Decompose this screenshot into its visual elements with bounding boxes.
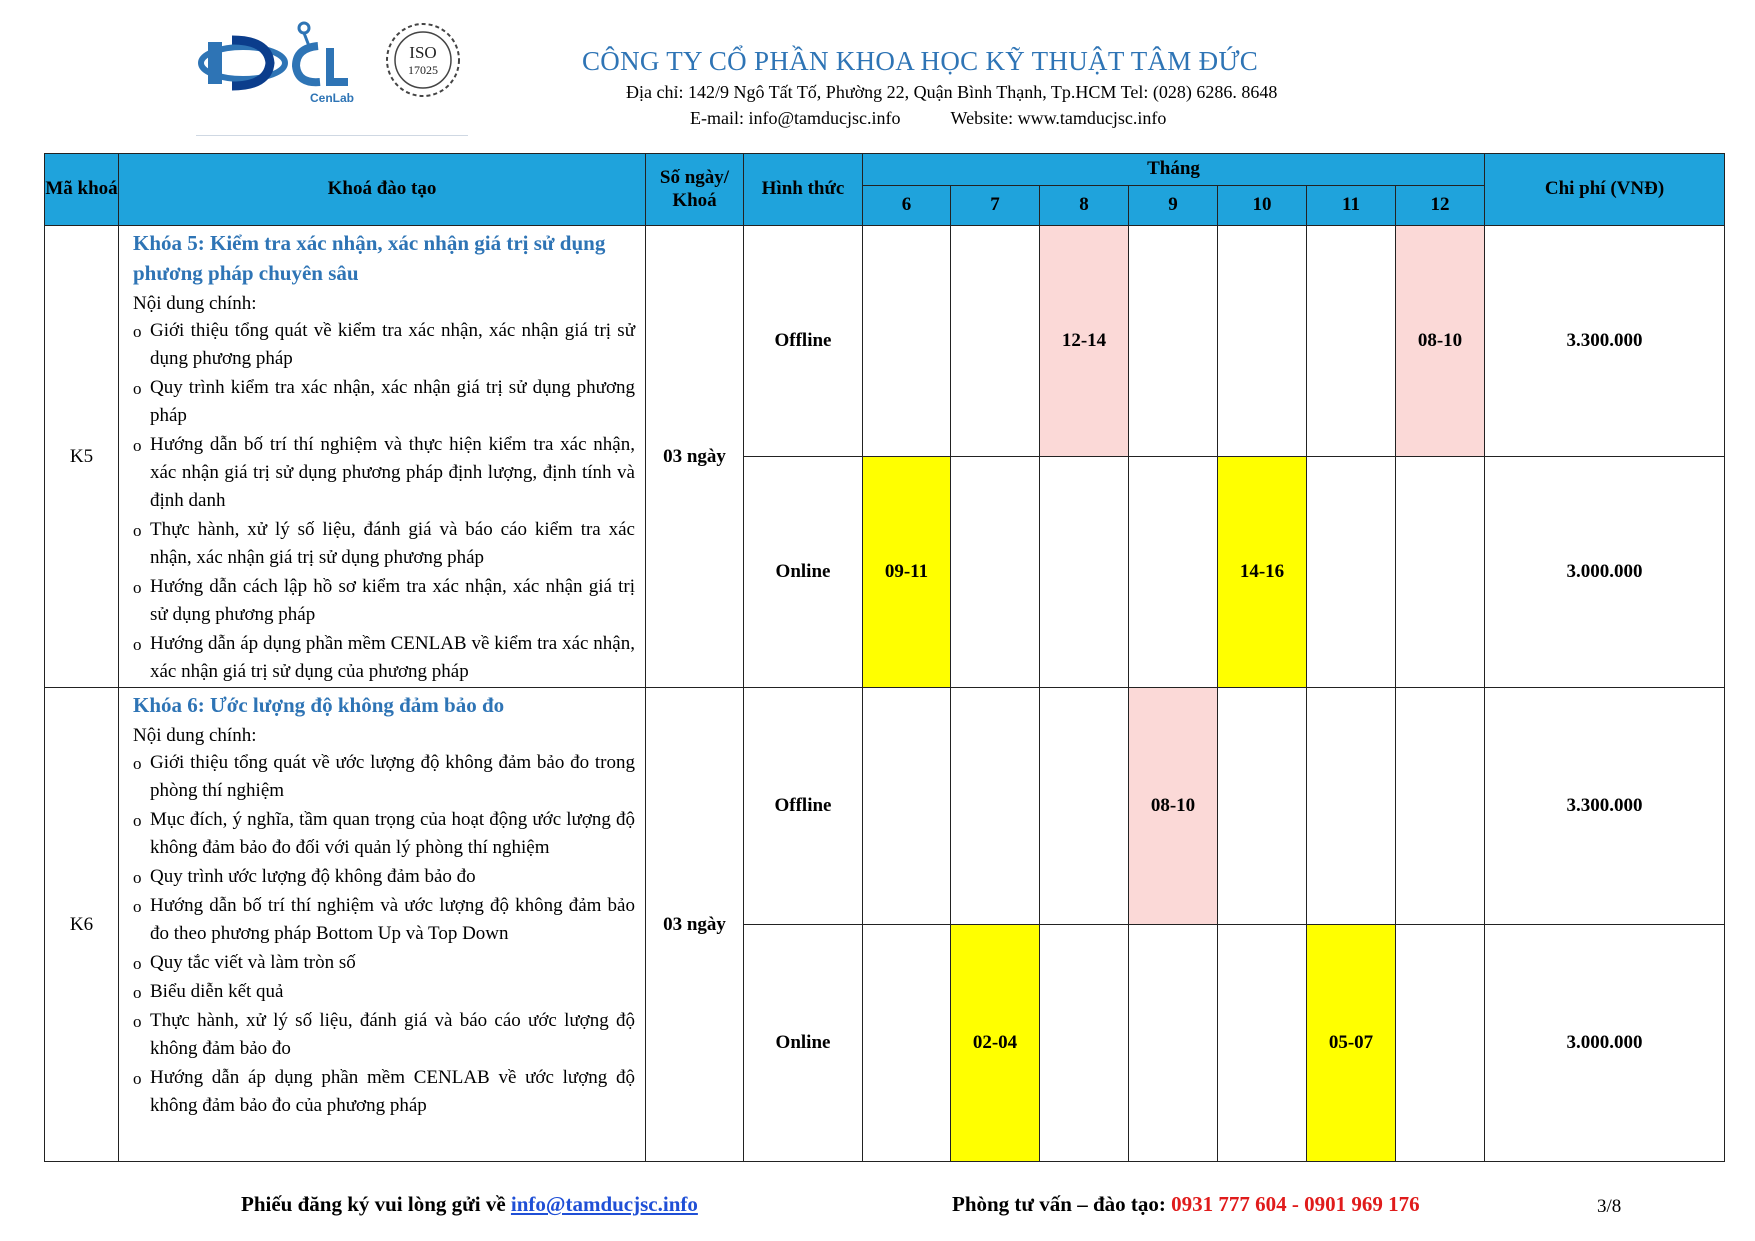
header-month-12: 12	[1396, 186, 1485, 226]
schedule-cell-month-9	[1129, 457, 1218, 688]
logo-divider	[196, 135, 468, 136]
list-item-text: Giới thiệu tổng quát về ước lượng độ không đảm bảo đo trong phòng thí nghiệm	[150, 752, 635, 802]
list-item	[133, 630, 635, 686]
bullet-icon: o	[133, 954, 142, 974]
list-item-text: Quy trình kiểm tra xác nhận, xác nhận giá trị sử dụng phương pháp	[150, 377, 635, 427]
schedule-cell-month-6: 09-11	[863, 457, 951, 688]
svg-text:CenLab: CenLab	[310, 91, 355, 105]
course-format: Offline	[744, 226, 863, 457]
schedule-cell-month-7: 02-04	[951, 925, 1040, 1162]
bullet-icon: o	[133, 379, 142, 399]
list-item	[133, 516, 635, 572]
list-item-text: Hướng dẫn bố trí thí nghiệm và ước lượng độ không đảm bảo đo theo phương pháp Bottom Up và Top Down	[150, 895, 635, 945]
schedule-cell-month-8: 12-14	[1040, 226, 1129, 457]
list-item	[133, 863, 635, 891]
page-number: 3/8	[1597, 1196, 1622, 1217]
list-item-text: Giới thiệu tổng quát về kiểm tra xác nhận, xác nhận giá trị sử dụng phương pháp	[150, 320, 635, 370]
company-contact	[690, 108, 1166, 129]
list-item-text: Thực hành, xử lý số liệu, đánh giá và báo cáo ước lượng độ không đảm bảo đo	[150, 1010, 635, 1060]
header-month-8: 8	[1040, 186, 1129, 226]
schedule-cell-month-12	[1396, 688, 1485, 925]
list-item-text: Mục đích, ý nghĩa, tầm quan trọng của hoạt động ước lượng độ không đảm bảo đo đối với quản lý phòng thí nghiệm	[150, 809, 635, 859]
company-email: E-mail: info@tamducjsc.info	[690, 108, 901, 128]
header-row	[45, 154, 1725, 186]
company-name: CÔNG TY CỔ PHẦN KHOA HỌC KỸ THUẬT TÂM ĐỨC	[581, 46, 1259, 76]
list-item	[133, 1064, 635, 1120]
schedule-cell-month-9: 08-10	[1129, 688, 1218, 925]
course-description	[119, 226, 646, 688]
course-format: Offline	[744, 688, 863, 925]
course-format: Online	[744, 925, 863, 1162]
header-month-group: Tháng	[863, 154, 1485, 186]
list-item	[133, 892, 635, 948]
schedule-cell-month-12	[1396, 925, 1485, 1162]
list-item-text: Biểu diễn kết quả	[150, 981, 284, 1003]
course-code: K5	[45, 226, 119, 688]
course-row	[45, 226, 1725, 457]
register-text: Phiếu đăng ký vui lòng gửi về	[241, 1192, 511, 1216]
company-logo	[198, 18, 468, 108]
list-item-text: Hướng dẫn áp dụng phần mềm CENLAB về kiểm tra xác nhận, xác nhận giá trị sử dụng của phương pháp	[150, 633, 635, 683]
header-course: Khoá đào tạo	[119, 154, 646, 226]
course-fee: 3.300.000	[1485, 688, 1725, 925]
bullet-icon: o	[133, 1012, 142, 1032]
bullet-icon: o	[133, 868, 142, 888]
schedule-cell-month-11: 05-07	[1307, 925, 1396, 1162]
schedule-cell-month-10	[1218, 925, 1307, 1162]
company-address: Địa chỉ: 142/9 Ngô Tất Tố, Phường 22, Quận Bình Thạnh, Tp.HCM Tel: (028) 6286. 8648	[626, 82, 1278, 102]
list-item-text: Thực hành, xử lý số liệu, đánh giá và báo cáo kiểm tra xác nhận, xác nhận giá trị sử dụng phương pháp	[150, 519, 635, 569]
schedule-cell-month-8	[1040, 457, 1129, 688]
list-item-text: Quy tắc viết và làm tròn số	[150, 952, 356, 974]
schedule-cell-month-12	[1396, 457, 1485, 688]
list-item	[133, 806, 635, 862]
schedule-cell-month-7	[951, 688, 1040, 925]
schedule-cell-month-11	[1307, 457, 1396, 688]
footer-register	[241, 1192, 698, 1217]
list-item	[133, 949, 635, 977]
schedule-cell-month-7	[951, 457, 1040, 688]
list-item	[133, 1007, 635, 1063]
dcl-cenlab-logo-icon	[198, 18, 468, 108]
course-subtitle: Nội dung chính:	[133, 292, 257, 314]
header-code: Mã khoá	[45, 154, 119, 226]
course-fee: 3.000.000	[1485, 925, 1725, 1162]
consult-label: Phòng tư vấn – đào tạo:	[952, 1192, 1172, 1216]
bullet-icon: o	[133, 578, 142, 598]
header-fee: Chi phí (VNĐ)	[1485, 154, 1725, 226]
schedule-cell-month-9	[1129, 925, 1218, 1162]
schedule-cell-month-6	[863, 226, 951, 457]
course-days: 03 ngày	[646, 226, 744, 688]
bullet-icon: o	[133, 754, 142, 774]
schedule-cell-month-11	[1307, 226, 1396, 457]
list-item	[133, 573, 635, 629]
footer-consult	[952, 1192, 1420, 1217]
list-item	[133, 374, 635, 430]
list-item-text: Quy trình ước lượng độ không đảm bảo đo	[150, 866, 476, 888]
list-item	[133, 431, 635, 515]
list-item	[133, 317, 635, 373]
schedule-cell-month-7	[951, 226, 1040, 457]
header-month-6: 6	[863, 186, 951, 226]
bullet-icon: o	[133, 983, 142, 1003]
schedule-cell-month-8	[1040, 925, 1129, 1162]
svg-text:17025: 17025	[408, 63, 438, 77]
consult-phones: 0931 777 604 - 0901 969 176	[1171, 1192, 1420, 1216]
course-title: Khóa 6: Ước lượng độ không đảm bảo đo	[133, 693, 505, 718]
course-fee: 3.000.000	[1485, 457, 1725, 688]
course-row	[45, 688, 1725, 925]
bullet-icon: o	[133, 322, 142, 342]
course-code: K6	[45, 688, 119, 1162]
schedule-cell-month-9	[1129, 226, 1218, 457]
list-item	[133, 749, 635, 805]
company-website: Website: www.tamducjsc.info	[950, 108, 1167, 128]
schedule-cell-month-10	[1218, 226, 1307, 457]
list-item-text: Hướng dẫn cách lập hồ sơ kiểm tra xác nhận, xác nhận giá trị sử dụng phương pháp	[150, 576, 635, 626]
course-description	[119, 688, 646, 1162]
course-subtitle: Nội dung chính:	[133, 724, 257, 746]
schedule-cell-month-6	[863, 688, 951, 925]
header-month-9: 9	[1129, 186, 1218, 226]
list-item-text: Hướng dẫn bố trí thí nghiệm và thực hiện kiểm tra xác nhận, xác nhận giá trị sử dụng phương pháp định lượng, định tính và định danh	[150, 434, 635, 512]
register-email-link[interactable]: info@tamducjsc.info	[510, 1192, 698, 1216]
course-content-list	[133, 749, 635, 1120]
header-days: Số ngày/ Khoá	[646, 154, 744, 226]
bullet-icon: o	[133, 521, 142, 541]
bullet-icon: o	[133, 635, 142, 655]
header-month-7: 7	[951, 186, 1040, 226]
schedule-cell-month-8	[1040, 688, 1129, 925]
training-schedule-table	[44, 153, 1725, 1162]
bullet-icon: o	[133, 436, 142, 456]
course-fee: 3.300.000	[1485, 226, 1725, 457]
course-content-list	[133, 317, 635, 686]
svg-text:ISO: ISO	[409, 43, 437, 62]
header-format: Hình thức	[744, 154, 863, 226]
bullet-icon: o	[133, 897, 142, 917]
header-month-10: 10	[1218, 186, 1307, 226]
schedule-cell-month-12: 08-10	[1396, 226, 1485, 457]
bullet-icon: o	[133, 1069, 142, 1089]
course-title: Khóa 5: Kiểm tra xác nhận, xác nhận giá trị sử dụng phương pháp chuyên sâu	[133, 231, 606, 286]
list-item-text: Hướng dẫn áp dụng phần mềm CENLAB về ước lượng độ không đảm bảo đo của phương pháp	[150, 1067, 635, 1117]
schedule-cell-month-6	[863, 925, 951, 1162]
schedule-cell-month-11	[1307, 688, 1396, 925]
header-month-11: 11	[1307, 186, 1396, 226]
schedule-cell-month-10	[1218, 688, 1307, 925]
list-item	[133, 978, 635, 1006]
schedule-cell-month-10: 14-16	[1218, 457, 1307, 688]
course-format: Online	[744, 457, 863, 688]
course-days: 03 ngày	[646, 688, 744, 1162]
bullet-icon: o	[133, 811, 142, 831]
